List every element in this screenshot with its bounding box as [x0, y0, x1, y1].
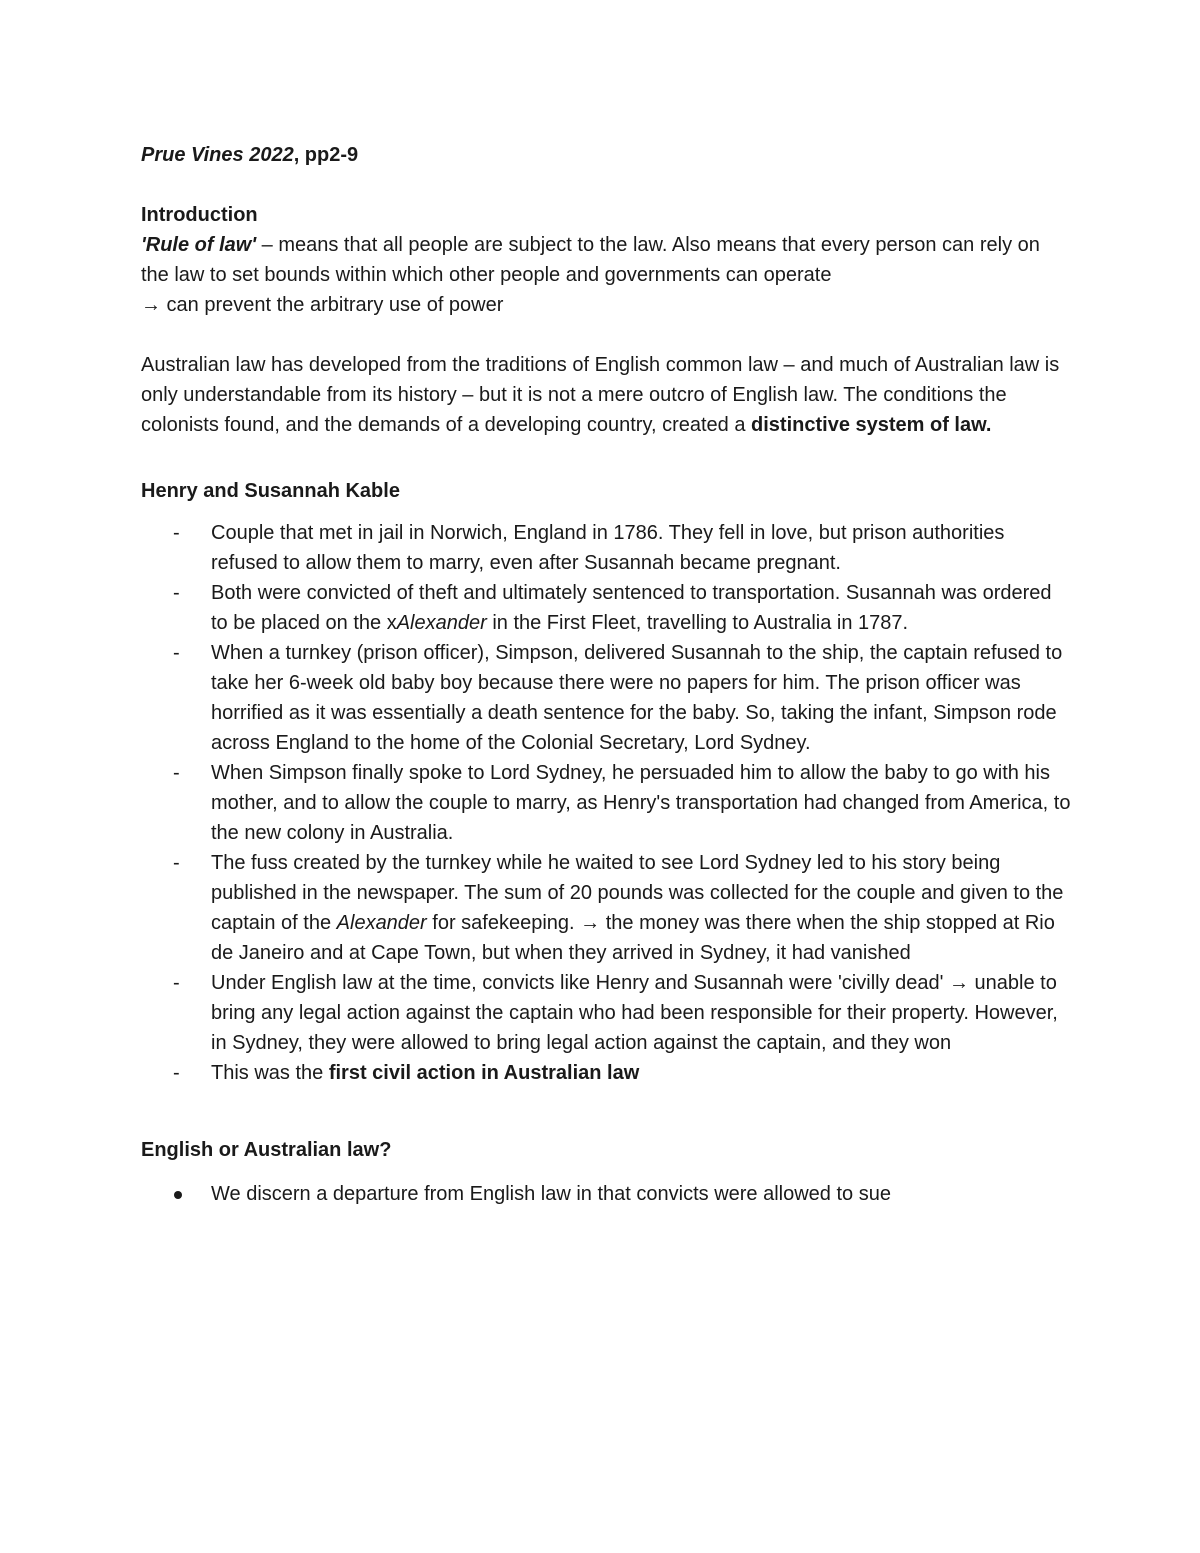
- ship-name: Alexander: [396, 612, 487, 634]
- bullet-icon: [174, 1191, 182, 1199]
- rule-of-law-term: 'Rule of law': [141, 234, 257, 256]
- list-item: [141, 1058, 1071, 1088]
- title-source: Prue Vines 2022: [141, 144, 294, 166]
- arbitrary-power-line: → can prevent the arbitrary use of power: [141, 294, 504, 316]
- dash-marker: -: [173, 582, 180, 604]
- dash-marker: -: [173, 642, 180, 664]
- list-item-text: in the First Fleet, travelling to Australia in 1787.: [486, 612, 909, 634]
- rule-of-law-paragraph: [141, 230, 1071, 290]
- rule-of-law-definition: – means that all people are subject to the law. Also means that every person can rely on the law to set bounds within which other people and governments can operate: [141, 234, 1040, 286]
- list-item-text: When Simpson finally spoke to Lord Sydney, he persuaded him to allow the baby to go with his mother, and to allow the couple to marry, as Henry's transportation had changed from America, to the new colony in Australia.: [211, 762, 1071, 844]
- australian-law-text: Australian law has developed from the traditions of English common law – and much of Australian law is only understandable from its history – but it is not a mere outcro of English law. The conditions the colonists found, and the demands of a developing country, created a: [141, 354, 1060, 436]
- list-item: [141, 518, 1071, 578]
- english-or-australian-list: [141, 1179, 1071, 1209]
- title-pages: , pp2-9: [293, 144, 359, 166]
- list-item-text: We discern a departure from English law in that convicts were allowed to sue: [211, 1183, 891, 1205]
- kable-heading: Henry and Susannah Kable: [141, 480, 400, 502]
- dash-marker: -: [173, 1062, 180, 1084]
- dash-marker: -: [173, 762, 180, 784]
- list-item-text: This was the: [211, 1062, 329, 1084]
- list-item: [141, 848, 1071, 968]
- first-civil-action-term: first civil action in Australian law: [328, 1062, 640, 1084]
- list-item-text: Under English law at the time, convicts like Henry and Susannah were 'civilly dead' → unable to bring any legal action against the captain who had been responsible for their property. However, in Sydney, they were allowed to bring legal action against the captain, and they won: [211, 972, 1058, 1054]
- distinctive-system-term: distinctive system of law.: [751, 414, 992, 436]
- dash-marker: -: [173, 972, 180, 994]
- australian-law-paragraph: [141, 350, 1071, 440]
- introduction-heading: Introduction: [141, 204, 258, 226]
- english-or-australian-heading: English or Australian law?: [141, 1139, 392, 1161]
- list-item-text: When a turnkey (prison officer), Simpson, delivered Susannah to the ship, the captain refused to take her 6-week old baby boy because there were no papers for him. The prison officer was horrified as it was essentially a death sentence for the baby. So, taking the infant, Simpson rode across England to the home of the Colonial Secretary, Lord Sydney.: [211, 642, 1063, 754]
- list-item-text: Both were convicted of theft and ultimately sentenced to transportation. Susannah was ordered to be placed on the x: [211, 582, 1052, 634]
- list-item: [141, 1179, 1071, 1209]
- kable-list: [141, 518, 1071, 1088]
- list-item: [141, 578, 1071, 638]
- list-item: [141, 758, 1071, 848]
- ship-name: Alexander: [336, 912, 427, 934]
- dash-marker: -: [173, 852, 180, 874]
- document-page: [141, 140, 1071, 1209]
- list-item: [141, 968, 1071, 1058]
- document-title: [141, 140, 1071, 170]
- list-item-text: Couple that met in jail in Norwich, England in 1786. They fell in love, but prison authorities refused to allow them to marry, even after Susannah became pregnant.: [211, 522, 1005, 574]
- list-item-text: The fuss created by the turnkey while he waited to see Lord Sydney led to his story being published in the newspaper. The sum of 20 pounds was collected for the couple and given to the captain of the: [211, 852, 1064, 934]
- list-item: [141, 638, 1071, 758]
- dash-marker: -: [173, 522, 180, 544]
- list-item-text: for safekeeping. → the money was there when the ship stopped at Rio de Janeiro and at Cape Town, but when they arrived in Sydney, it had vanished: [211, 912, 1055, 964]
